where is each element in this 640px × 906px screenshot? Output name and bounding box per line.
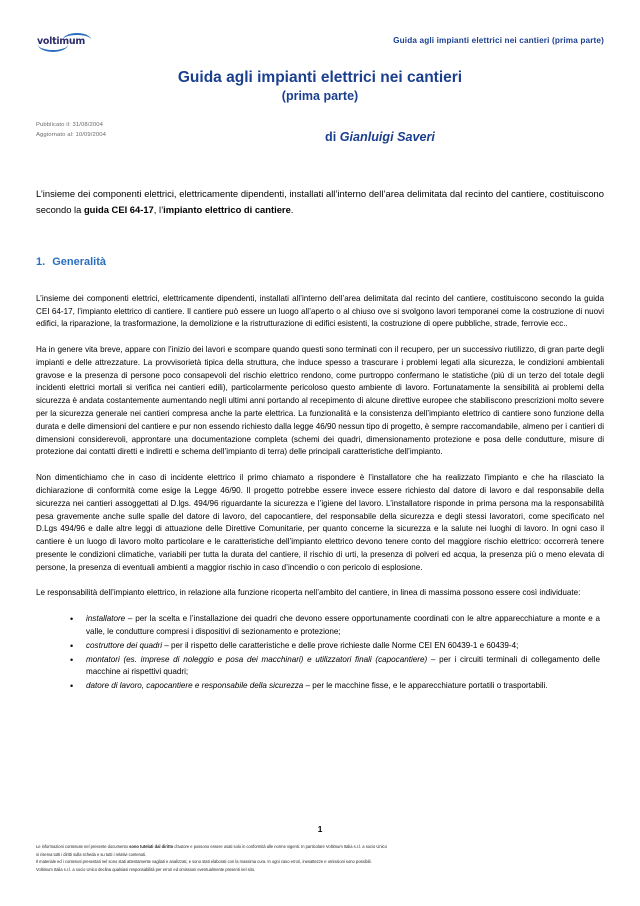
- intro-bold-guide: guida CEI 64-17: [83, 203, 154, 215]
- published-date: Pubblicato il: 31/08/2004: [36, 122, 104, 129]
- list-item: [84, 654, 604, 680]
- intro-part-3: .: [290, 203, 294, 215]
- meta-row: [36, 119, 604, 163]
- intro-part-1: L’insieme dei componenti elettrici, elettricamente dipendenti, installati all’interno dell’area delimitata dal recinto del cantiere, costituiscono secondo la: [36, 188, 604, 215]
- section-title: Generalità: [52, 255, 106, 268]
- running-head: Guida agli impianti elettrici nei cantieri (prima parte): [393, 36, 604, 45]
- byline: [216, 119, 604, 144]
- page-title: Guida agli impianti elettrici nei cantieri: [177, 69, 463, 86]
- footer-line-1b: sono tutelati dal diritto: [129, 844, 174, 849]
- paragraph: Ha in genere vita breve, appare con l’inizio dei lavori e scompare quando questi sono terminati con il recupero, per un successivo riutilizzo, di gran parte degli impianti e delle attrezzature. La provvisorietà tipica della struttura, che induce spesso a trascurare i problemi legati alla sicurezza, le condizioni ambientali gravose e la presenza di persone poco consapevoli del rischio elettrico rendono, come purtroppo confermano le statistiche (più di un terzo del totale degli incidenti elettrici mortali si verifica nei cantieri edili), particolarmente pericoloso questo ambiente di lavoro. Fortunatamente la sensibilità ai problemi della sicurezza è andata costantemente aumentando negli ultimi anni portando al recepimento di alcune direttive europee che stabiliscono prescrizioni molto severe per la sicurezza generale nei cantieri compresa anche la parte elettrica. La funzionalità e la consistenza dell’impianto elettrico di cantiere sono funzione della durata e delle dimensioni del cantiere e pur non essendo richiesto dalla legge 46/90 nessun tipo di progetto, è sempre raccomandabile, almeno per i cantieri di dimensioni considerevoli, approntare una documentazione completa (schemi dei quadri, dimensionamento protezione e posa delle condutture, misure di protezione dai contatti diretti e indiretti e schema dell’impianto di terra) delle principali caratteristiche dell’impianto.: [36, 345, 604, 457]
- paragraph: Non dimentichiamo che in caso di incidente elettrico il primo chiamato a rispondere è l’installatore che ha realizzato l’impianto e che ha rilasciato la dichiarazione di conformità come esige la Legge 46/90. Il progetto potrebbe essere invece essere richiesto dal datore di lavoro e dal responsabile della sicurezza nei cantieri assoggettati al D.lgs. 494/96 riguardante la sicurezza e l’igiene del lavoro. L’installatore risponde in prima persona ma la responsabilità pesa gravemente anche sulle spalle del datore di lavoro, del capocantiere, del responsabile della sicurezza e degli stessi lavoratori, come specificato nel D.Lgs 494/96 e dalle altre leggi di attuazione delle Direttive Comunitarie, per quanto concerne la sicurezza e la salute nei luoghi di lavoro. In ogni caso il cantiere è un luogo di lavoro molto particolare e le caratteristiche dell’impianto elettrico devono tenere conto del maggiore rischio elettrico: occorrerà tenere presente le condizioni climatiche, variabili per tutta la durata del cantiere, il rischio di urti, la presenza di polveri ed acqua, la presenza più o meno elevata di persone, la presenza di eventuali ambienti a maggior rischio in caso d’incendio o con pericolo di esplosione.: [36, 473, 604, 572]
- page-footer: [36, 843, 612, 873]
- list-item-text: – per i circuiti terminali di collegamento delle macchine ai rispettivi quadri;: [86, 654, 600, 677]
- page-number: 1: [317, 824, 323, 834]
- body-text: [36, 293, 604, 600]
- footer-line-3: Il materiale ed i contenuti presentati nel sono stati attentamente vagliati e analizzati, e sono stati elaborati con la massima cura. In ogni caso errori, inesattezze e omissioni sono possibili.: [36, 859, 372, 865]
- updated-date: Aggiornato al: 10/09/2004: [36, 131, 106, 138]
- section-heading-generalita: [36, 256, 604, 268]
- footer-line-1c: d’autore e possono essere usati solo in conformità alle norme vigenti. In particolare Voltimum Italia s.r.l. a socio Unico: [173, 844, 387, 849]
- logo-wordmark: voltimum: [37, 36, 85, 47]
- publication-dates: [36, 119, 216, 140]
- section-number: 1.: [36, 255, 46, 268]
- footer-line-4: Voltimum Italia s.r.l. a socio Unico declina qualsiasi responsabilità per errori ed omissioni eventualmente presenti nel sito.: [36, 866, 256, 872]
- list-item-text: – per le macchine fisse, e le apparecchiature portatili o trasportabili.: [303, 681, 548, 691]
- intro-part-2: , l’: [153, 203, 164, 215]
- paragraph: Le responsabilità dell’impianto elettrico, in relazione alla funzione ricoperta nell’ambito del cantiere, in linea di massima possono essere così individuate:: [36, 588, 581, 598]
- byline-prefix: di: [325, 130, 340, 145]
- list-item: [84, 680, 604, 693]
- author-name: Gianluigi Saveri: [339, 130, 435, 145]
- logo-swoosh-bottom-icon: [38, 43, 68, 52]
- page-header: [36, 0, 604, 59]
- list-item-text: – per la scelta e l’installazione dei quadri che devono essere opportunamente coordinati con le altre apparecchiature a monte e a valle, le condutture compresi i dispositivi di sezionamento e protezione;: [86, 614, 600, 636]
- paragraph: L’insieme dei componenti elettrici, elettricamente dipendenti, installati all’interno dell’area delimitata dal recinto del cantiere, costituiscono secondo la guida CEI 64-17, l’impianto elettrico di cantiere. Il cantiere può essere un luogo all’aperto o al chiuso ove si svolgono lavori temporanei come la costruzione di nuovi edifici, la riparazione, la trasformazione, la demolizione e la ristrutturazione di edifici esistenti, la costruzione di opere pubbliche, strade, ferrovie ecc..: [36, 293, 604, 329]
- footer-line-1a: Le informazioni contenute nel presente documento: [36, 844, 130, 849]
- voltimum-logo: [36, 33, 94, 49]
- footer-line-1: [36, 843, 612, 851]
- list-item: [84, 613, 604, 639]
- title-block: [36, 68, 604, 105]
- list-item-role: installatore: [86, 614, 126, 624]
- list-item-role: costruttore dei quadri: [86, 640, 163, 650]
- responsibilities-list: [36, 613, 604, 693]
- intro-paragraph: [36, 186, 604, 216]
- page-subtitle: (prima parte): [281, 89, 359, 104]
- list-item-role: montatori (es. imprese di noleggio e posa dei macchinari) e utilizzatori finali (capocantiere): [86, 654, 428, 664]
- intro-bold-impianto: impianto elettrico di cantiere: [163, 203, 291, 215]
- footer-line-2: si riserva tutti i diritti sulla scheda e su tutti i relativi contenuti.: [36, 851, 147, 857]
- list-item-role: datore di lavoro, capocantiere e responsabile della sicurezza: [86, 681, 304, 691]
- list-item: [84, 640, 604, 653]
- list-item-text: – per il rispetto delle caratteristiche e delle prove richieste dalle Norme CEI EN 60439-1 e 60439-4;: [162, 640, 519, 650]
